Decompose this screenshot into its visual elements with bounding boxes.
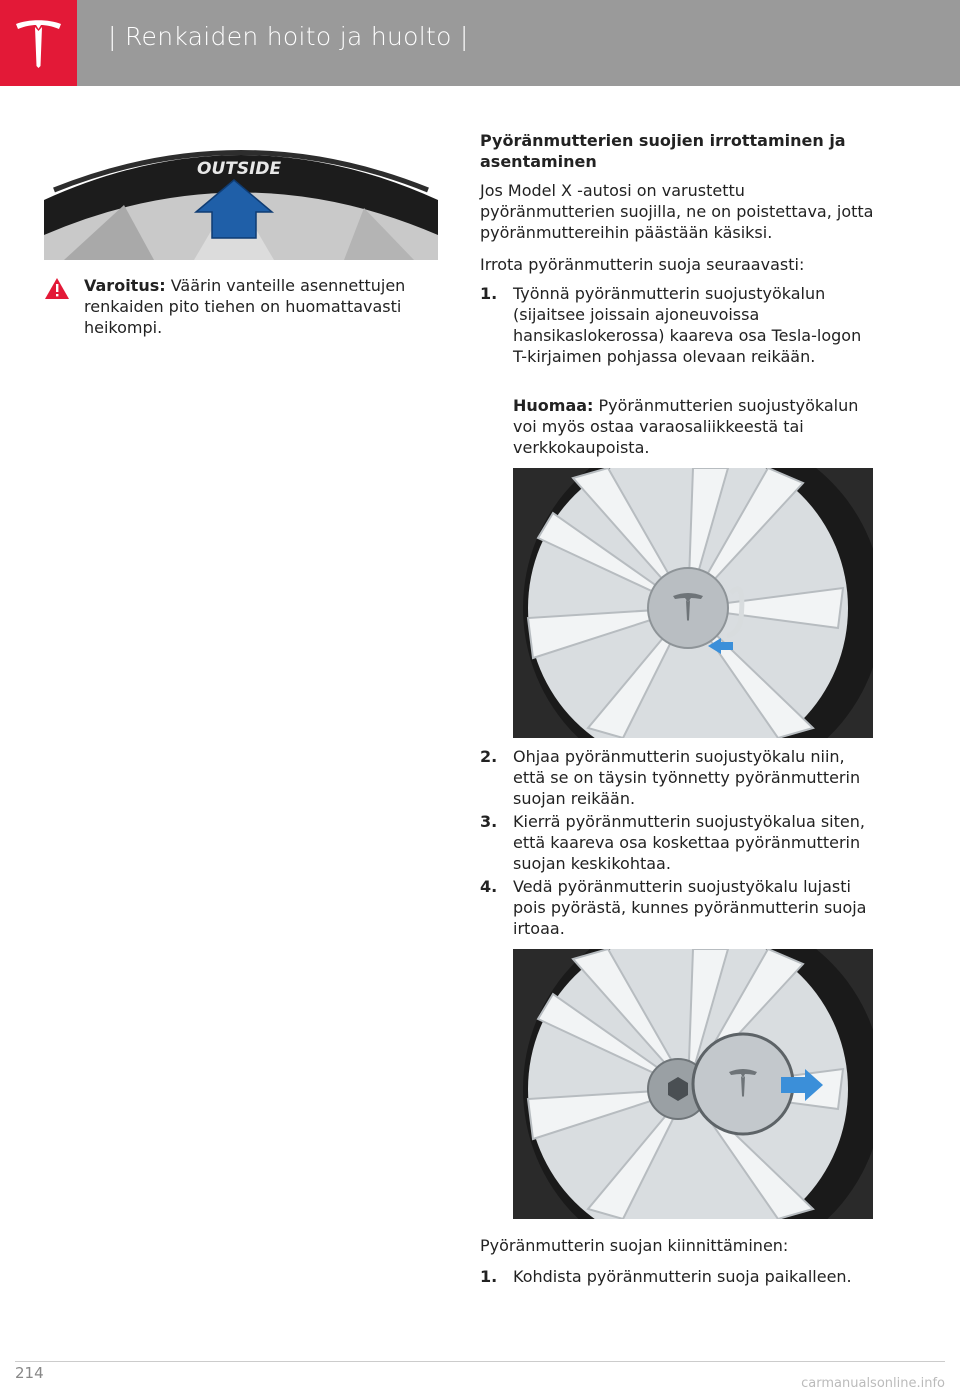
section-heading-block <box>480 130 880 172</box>
page-header <box>0 0 960 86</box>
warning-body: Väärin vanteille asennettujen renkaiden pito tiehen on huomattavasti heikompi. <box>84 276 406 337</box>
remove-intro: Irrota pyöränmutterin suoja seuraavasti: <box>480 255 805 274</box>
step-text: Työnnä pyöränmutterin suojustyökalun (sijaitsee joissain ajoneuvoissa hansikaslokerossa) kaareva osa Tesla-logon T-kirjaimen pohjassa olevaan reikään. <box>513 284 862 366</box>
page-title: | Renkaiden hoito ja huolto | <box>108 22 469 51</box>
step-number: 1. <box>480 1267 498 1286</box>
wheel-tool-insert-figure <box>513 468 873 738</box>
watermark: carmanualsonline.info <box>801 1376 945 1391</box>
note-label: Huomaa: <box>513 396 594 415</box>
tesla-logo-icon <box>14 18 63 68</box>
warning-triangle-icon <box>44 277 70 300</box>
warning-text <box>84 275 414 338</box>
warning-box <box>44 275 414 338</box>
warning-label: Varoitus: <box>84 276 166 295</box>
step-number: 2. <box>480 747 498 766</box>
section-intro: Jos Model X -autosi on varustettu pyöränmutterien suojilla, ne on poistettava, jotta pyöränmuttereihin päästään käsiksi. <box>480 181 874 242</box>
step-text: Vedä pyöränmutterin suojustyökalu lujasti pois pyörästä, kunnes pyöränmutterin suoja irtoaa. <box>513 877 867 938</box>
wheel-cap-removal-figure <box>513 949 873 1219</box>
tesla-logo <box>0 0 77 86</box>
install-intro: Pyöränmutterin suojan kiinnittäminen: <box>480 1236 789 1255</box>
outside-label: OUTSIDE <box>197 159 282 179</box>
tire-outside-figure <box>44 130 438 260</box>
step-text: Ohjaa pyöränmutterin suojustyökalu niin, että se on täysin työnnetty pyöränmutterin suojan reikään. <box>513 747 861 808</box>
footer-divider <box>15 1361 945 1362</box>
note-text: Pyöränmutterien suojustyökalun voi myös ostaa varaosaliikkeestä tai verkkokaupoista. <box>513 396 859 457</box>
note-box <box>513 395 873 458</box>
step-number: 4. <box>480 877 498 896</box>
step-number: 3. <box>480 812 498 831</box>
page-number: 214 <box>15 1364 44 1382</box>
step-text: Kohdista pyöränmutterin suoja paikalleen. <box>513 1267 852 1286</box>
step-text: Kierrä pyöränmutterin suojustyökalua siten, että kaareva osa koskettaa pyöränmutterin suojan keskikohtaa. <box>513 812 865 873</box>
section-heading: Pyöränmutterien suojien irrottaminen ja asentaminen <box>480 131 846 171</box>
step-number: 1. <box>480 284 498 303</box>
